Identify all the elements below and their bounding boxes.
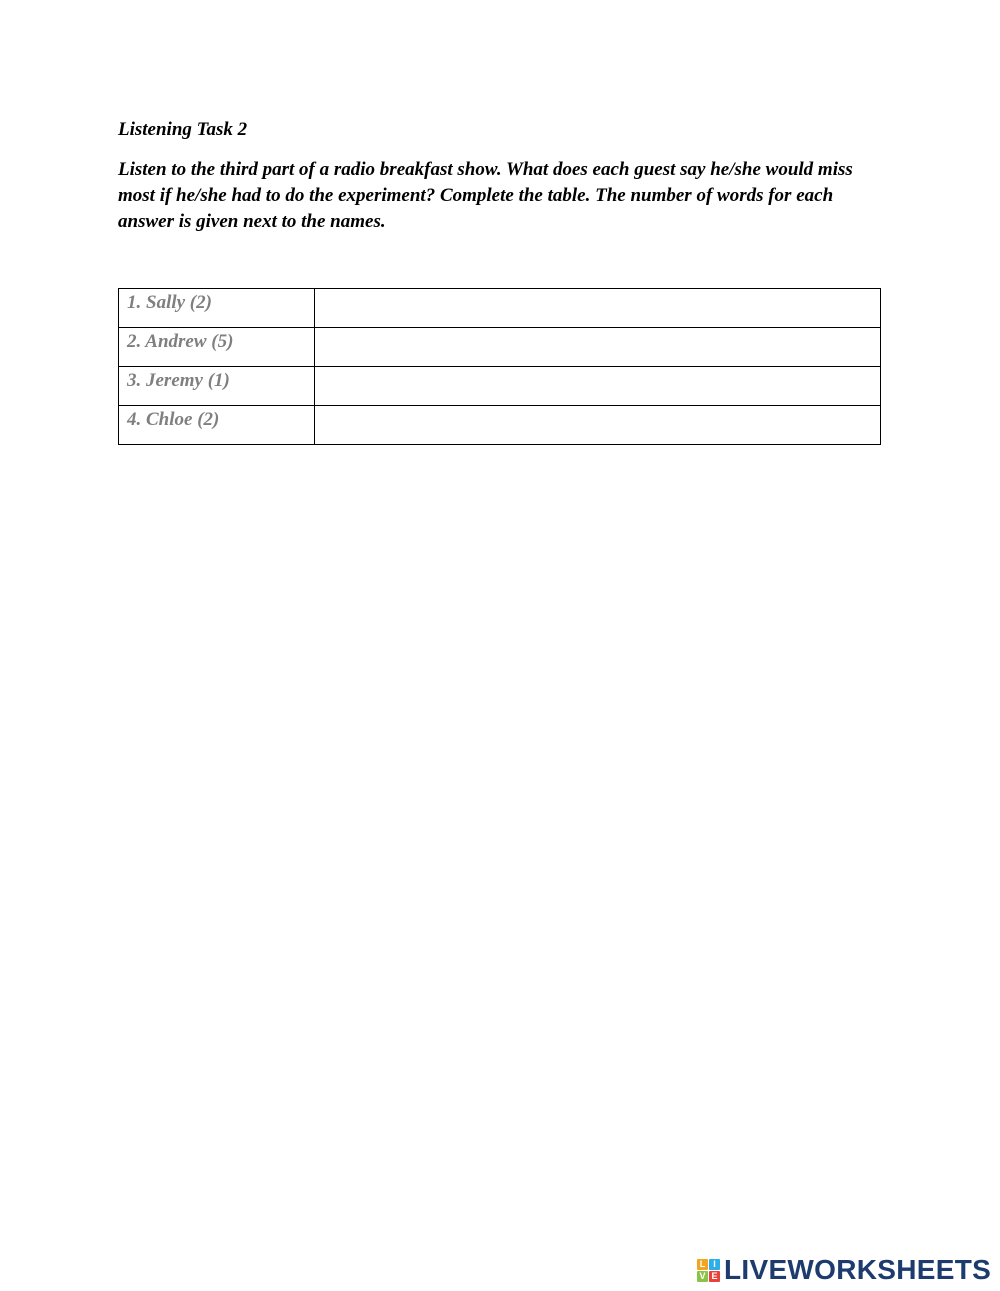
answer-cell[interactable] (315, 289, 881, 328)
guest-label: 4. Chloe (2) (119, 406, 315, 445)
answer-cell[interactable] (315, 406, 881, 445)
task-instructions: Listen to the third part of a radio breakfast show. What does each guest say he/she would miss most if he/she had to do the experiment? Complete the table. The number of words for each answer is given next to the names. (118, 159, 853, 232)
logo-tile: L (697, 1259, 708, 1270)
answer-table (118, 288, 881, 445)
table-row (119, 406, 881, 445)
answer-input-chloe[interactable] (323, 406, 872, 442)
table-row (119, 367, 881, 406)
guest-label: 2. Andrew (5) (119, 328, 315, 367)
liveworksheets-logo-icon (697, 1259, 720, 1282)
logo-tile: E (709, 1271, 720, 1282)
guest-label: 1. Sally (2) (119, 289, 315, 328)
answer-cell[interactable] (315, 328, 881, 367)
logo-tile: I (709, 1259, 720, 1270)
task-title: Listening Task 2 (118, 119, 248, 140)
answer-input-jeremy[interactable] (323, 367, 872, 403)
logo-tile: V (697, 1271, 708, 1282)
answer-input-andrew[interactable] (323, 328, 872, 364)
answer-cell[interactable] (315, 367, 881, 406)
guest-label: 3. Jeremy (1) (119, 367, 315, 406)
liveworksheets-brand[interactable] (697, 1256, 991, 1284)
brand-name: LIVEWORKSHEETS (724, 1254, 992, 1285)
answer-input-sally[interactable] (323, 289, 872, 325)
table-row (119, 328, 881, 367)
table-row (119, 289, 881, 328)
